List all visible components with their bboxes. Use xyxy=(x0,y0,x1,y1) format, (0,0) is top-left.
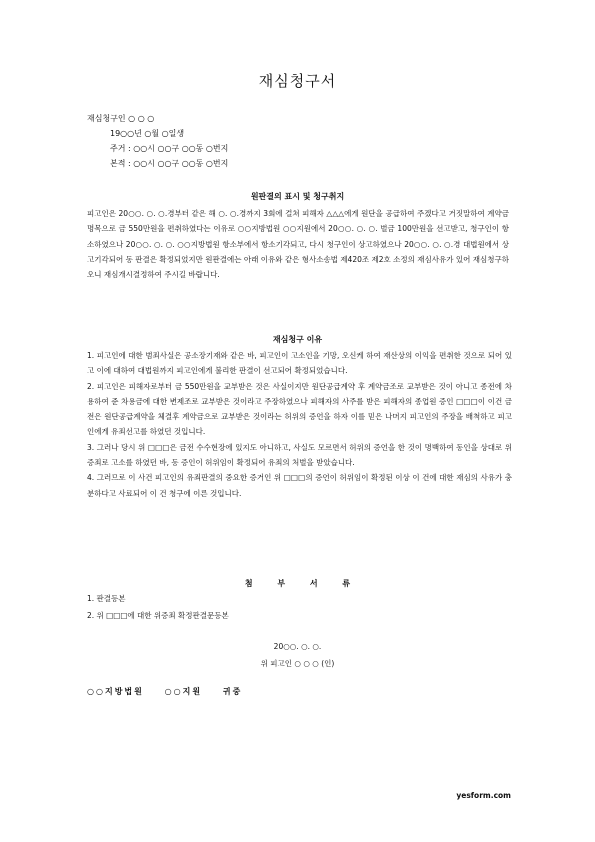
signer-line: 위 피고인 ○ ○ ○ (인) xyxy=(260,659,335,668)
footer-watermark: yesform.com xyxy=(456,791,511,800)
reasons-heading: 재심청구 이유 xyxy=(272,335,323,344)
document-title: 재심청구서 xyxy=(258,72,337,90)
reasons-list xyxy=(87,348,512,501)
attachment-item: 2. 위 □□□에 대한 위증죄 확정판결문등본 xyxy=(87,611,229,620)
applicant-address: 주거 : ○○시 ○○구 ○○동 ○번지 xyxy=(110,144,229,153)
reason-item: 4. 그러므로 이 사건 피고인의 유죄판결의 중요한 증거인 위 □□□의 증언이 허위임이 확정된 이상 이 건에 대한 재심의 사유가 충분하다고 사료되어 이 건 청구에 이른 것입니다. xyxy=(87,473,512,498)
attachment-item: 1. 판결등본 xyxy=(87,594,126,603)
attachments-list xyxy=(87,590,229,624)
document-date: 20○○. ○. ○. xyxy=(273,642,322,651)
reason-item: 3. 그러나 당시 위 □□□은 금전 수수현장에 있지도 아니하고, 사실도 모르면서 허위의 증언을 한 것이 명백하여 동인을 상대로 위증죄로 고소를 하였던 바, 동 증인이 허위임이 확정되어 유죄의 처벌을 받았습니다. xyxy=(87,442,512,468)
attachments-heading: 첨 부 서 류 xyxy=(244,579,351,588)
judgment-heading: 원판결의 표시 및 청구취지 xyxy=(250,192,345,201)
reason-item: 2. 피고인은 피해자로부터 금 550만원을 교부받은 것은 사실이지만 원단공급계약 후 계약금조로 교부받은 것이 아니고 종전에 차용하여 준 차용금에 대한 변제조로 교부받은 것이라고 주장하였으나 피해자의 사주를 받은 피해자의 종업원 증인 □□□이 이건 금전은 원단공급계약을 체결후 계약금으로 교부받은 것이라는 허위의 증언을 하자 이를 믿은 나머지 피고인의 주장을 배척하고 피고인에게 유죄선고를 하였던 것입니다. xyxy=(87,381,512,437)
reason-item: 1. 피고인에 대한 범죄사실은 공소장기재와 같은 바, 피고인이 고소인을 기망, 오신케 하여 재산상의 이익을 편취한 것으로 되어 있고 이에 대하여 대법원까지 피고인에게 불리한 판결이 선고되어 확정되었습니다. xyxy=(87,351,512,376)
applicant-name: 재심청구인 ○ ○ ○ xyxy=(87,114,155,123)
judgment-text: 피고인은 20○○. ○. ○.경부터 같은 해 ○. ○.경까지 3회에 걸쳐 피해자 △△△에게 원단을 공급하여 주겠다고 거짓말하여 계약금 명목으로 금 550만원을 편취하였다는 이유로 ○○지방법원 ○○지원에서 20○○. ○. ○. 벌금 100만원을 선고받고, 청구인이 항소하였으나 20○○. ○. ○. ○○지방법원 항소부에서 항소기각되고, 다시 청구인이 상고하였으나 20○○. ○. ○.경 대법원에서 상고기각되어 동 판결은 확정되었지만 원판결에는 아래 이유와 같은 형사소송법 제420조 제2호 소정의 재심사유가 있어 재심청구하오니 재심개시결정하여 주시길 바랍니다. xyxy=(87,209,509,280)
court-addressee: ○○지방법원 ○○지원 귀중 xyxy=(87,687,243,696)
applicant-birth: 19○○년 ○월 ○일생 xyxy=(110,129,185,138)
applicant-domicile: 본적 : ○○시 ○○구 ○○동 ○번지 xyxy=(110,159,229,168)
